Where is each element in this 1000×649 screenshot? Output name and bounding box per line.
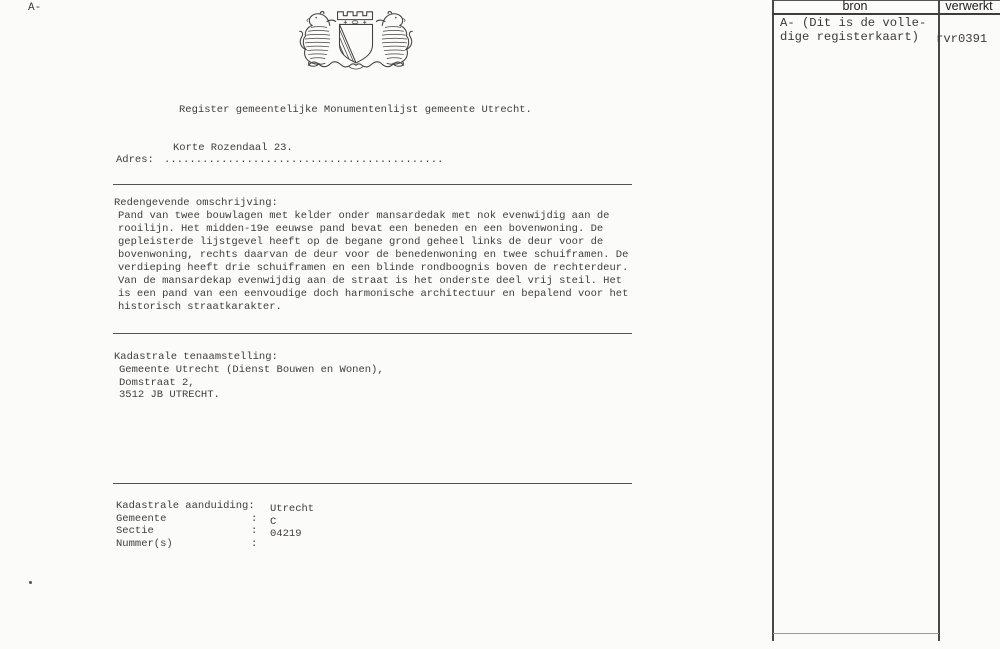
aanduiding-value: Utrecht: [270, 503, 315, 515]
sidebar-column-divider: [938, 0, 940, 641]
text-line: bovenwoning, rechts daarvan de deur voor de benedenwoning en twee schuiframen. De: [118, 249, 629, 261]
verwerkt-column-header: verwerkt: [945, 0, 993, 13]
sectie-value: 04219: [270, 528, 302, 540]
aanduiding-row: [0, 525, 420, 538]
bron-entry-line: A- (Dit is de volle-: [780, 16, 927, 30]
utrecht-coat-of-arms-icon: [294, 6, 418, 74]
text-line: 3512 JB UTRECHT.: [119, 389, 220, 402]
text-line: historisch straatkarakter.: [118, 301, 282, 313]
sidebar-bottom-border: [773, 633, 939, 634]
gemeente-label: Gemeente: [116, 513, 167, 525]
tenaamstelling-text: [119, 364, 384, 402]
divider-middle: [113, 333, 632, 334]
redengevende-label: Redengevende omschrijving:: [114, 197, 278, 209]
text-line: gepleisterde lijstgevel heeft op de begane grond geheel links de deur voor de: [118, 236, 604, 248]
sidebar-left-border: [772, 0, 774, 641]
bron-column-header: bron: [842, 0, 868, 13]
divider-bottom: [113, 483, 632, 484]
aanduiding-row: [0, 500, 420, 513]
text-line: Van de mansardekap evenwijdig aan de straat is het onderste deel vrij steil. Het: [118, 275, 623, 287]
nummers-colon: :: [251, 538, 258, 550]
sectie-label: Sectie: [116, 525, 154, 537]
sidebar-header-rule: [772, 13, 1000, 15]
text-line: Domstraat 2,: [119, 376, 195, 389]
verwerkt-entry: rvr0391: [936, 32, 988, 46]
aanduiding-label: Kadastrale aanduiding:: [116, 500, 255, 512]
aanduiding-row: [0, 538, 420, 551]
gemeente-colon: :: [251, 513, 258, 525]
text-line: verdieping heeft drie schuiframen en een blinde rondboognis boven de rechterdeur.: [118, 262, 629, 274]
divider-top: [113, 184, 632, 185]
text-line: Pand van twee bouwlagen met kelder onder mansardedak met nok evenwijdig aan de: [118, 210, 610, 222]
adres-value: Korte Rozendaal 23.: [173, 142, 293, 154]
page-title: Register gemeentelijke Monumentenlijst gemeente Utrecht.: [179, 104, 532, 116]
text-line: rooilijn. Het midden-19e eeuwse pand bevat een beneden en een bovenwoning. De: [118, 223, 604, 235]
adres-label: Adres:: [116, 154, 154, 166]
page-corner-mark: A-: [28, 2, 42, 14]
sectie-colon: :: [251, 525, 258, 537]
nummers-label: Nummer(s): [116, 538, 173, 550]
redengevende-text: [118, 210, 628, 314]
tenaamstelling-label: Kadastrale tenaamstelling:: [114, 351, 278, 363]
gemeente-value: C: [270, 516, 277, 528]
adres-dotted-line: ............................................: [164, 154, 444, 166]
text-line: is een pand van een eenvoudige doch harmonische architectuur en bepalend voor het: [118, 288, 629, 300]
bron-entry-line: dige registerkaart): [780, 29, 919, 44]
text-line: Gemeente Utrecht (Dienst Bouwen en Wonen),: [119, 364, 384, 376]
stray-mark: [29, 581, 32, 584]
